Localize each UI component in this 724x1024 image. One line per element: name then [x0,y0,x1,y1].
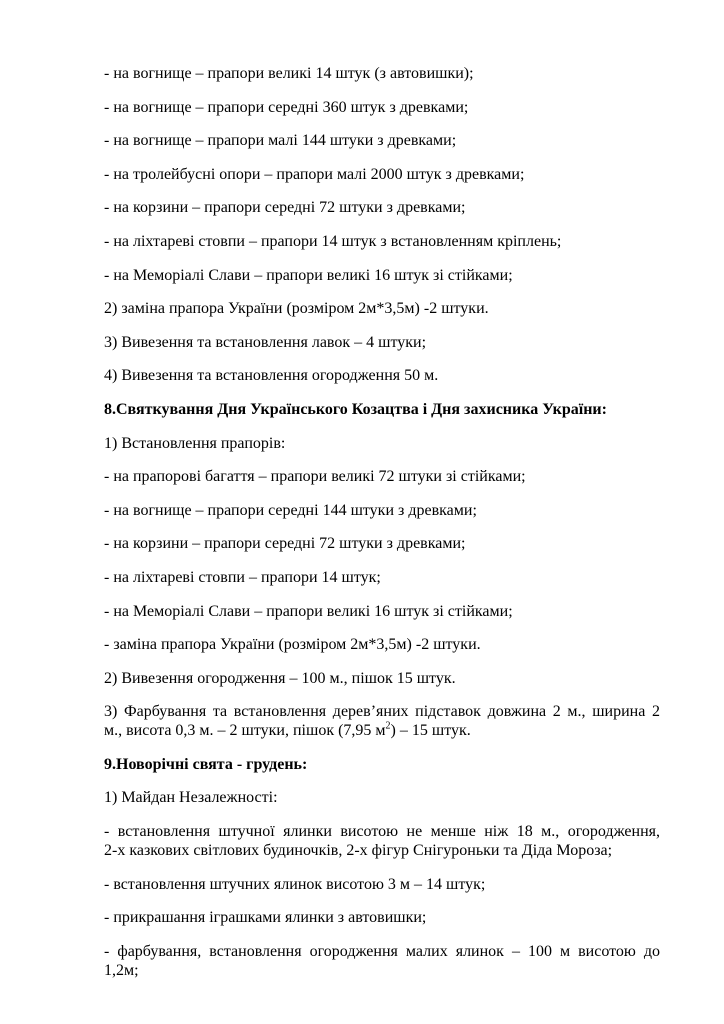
list-item: 1) Встановлення прапорів: [104,434,286,452]
paragraph-line: - встановлення штучної ялинки висотою не менше ніж 18 м., огородження, [104,823,660,841]
list-item: - на вогнище – прапори великі 14 штук (з автовишки); [104,65,474,82]
list-item: - на прапорові багаття – прапори великі 72 штуки зі стійками; [104,468,526,486]
section-heading-9: 9.Новорічні свята - грудень: [104,755,308,773]
list-item: - на Меморіалі Слави – прапори великі 16 штук зі стійками; [104,266,513,284]
list-item: 1) Майдан Незалежності: [104,789,278,807]
paragraph [104,822,660,860]
paragraph [104,702,660,740]
list-item: - на корзини – прапори середні 72 штуки з древками; [104,535,466,553]
list-item: 2) заміна прапора України (розміром 2м*3,5м) -2 штуки. [104,300,489,318]
paragraph-line: 1,2м; [104,961,139,979]
list-item: - заміна прапора України (розміром 2м*3,5м) -2 штуки. [104,636,481,654]
list-item: - на вогнище – прапори середні 144 штуки з древками; [104,501,477,519]
list-item: - на вогнище – прапори малі 144 штуки з древками; [104,132,457,150]
paragraph [104,942,660,980]
list-item: - на ліхтареві стовпи – прапори 14 штук; [104,568,381,586]
list-item: - прикрашання іграшками ялинки з автовишки; [104,909,427,927]
list-item: - на корзини – прапори середні 72 штуки з древками; [104,199,466,217]
list-item: 3) Вивезення та встановлення лавок – 4 штуки; [104,333,427,351]
paragraph-line: 2-х казкових світлових будиночків, 2-х фігур Снігуроньки та Діда Мороза; [104,842,613,860]
list-item: - на Меморіалі Слави – прапори великі 16 штук зі стійками; [104,602,513,620]
list-item: 2) Вивезення огородження – 100 м., пішок 15 штук. [104,669,456,687]
list-item: - на тролейбусні опори – прапори малі 2000 штук з древками; [104,165,525,183]
paragraph-line: м., висота 0,3 м. – 2 штуки, пішок (7,95 $м^2) - 15$ штук. [104,720,471,740]
superscript: 2 [385,720,391,732]
list-item: 4) Вивезення та встановлення огородження 50 м. [104,367,439,385]
document-page [104,64,660,980]
paragraph-line: - фарбування, встановлення огородження малих ялинок – 100 м висотою до [104,942,660,960]
paragraph-line: 3) Фарбування та встановлення дерев’яних підставок довжина 2 м., ширина 2 [104,703,660,721]
list-item: - на вогнище – прапори середні 360 штук з древками; [104,98,469,116]
section-heading-8: 8.Святкування Дня Українського Козацтва і Дня захисника України: [104,400,607,418]
list-item: - встановлення штучних ялинок висотою 3 м – 14 штук; [104,875,486,893]
list-item: - на ліхтареві стовпи – прапори 14 штук з встановленням кріплень; [104,232,562,250]
